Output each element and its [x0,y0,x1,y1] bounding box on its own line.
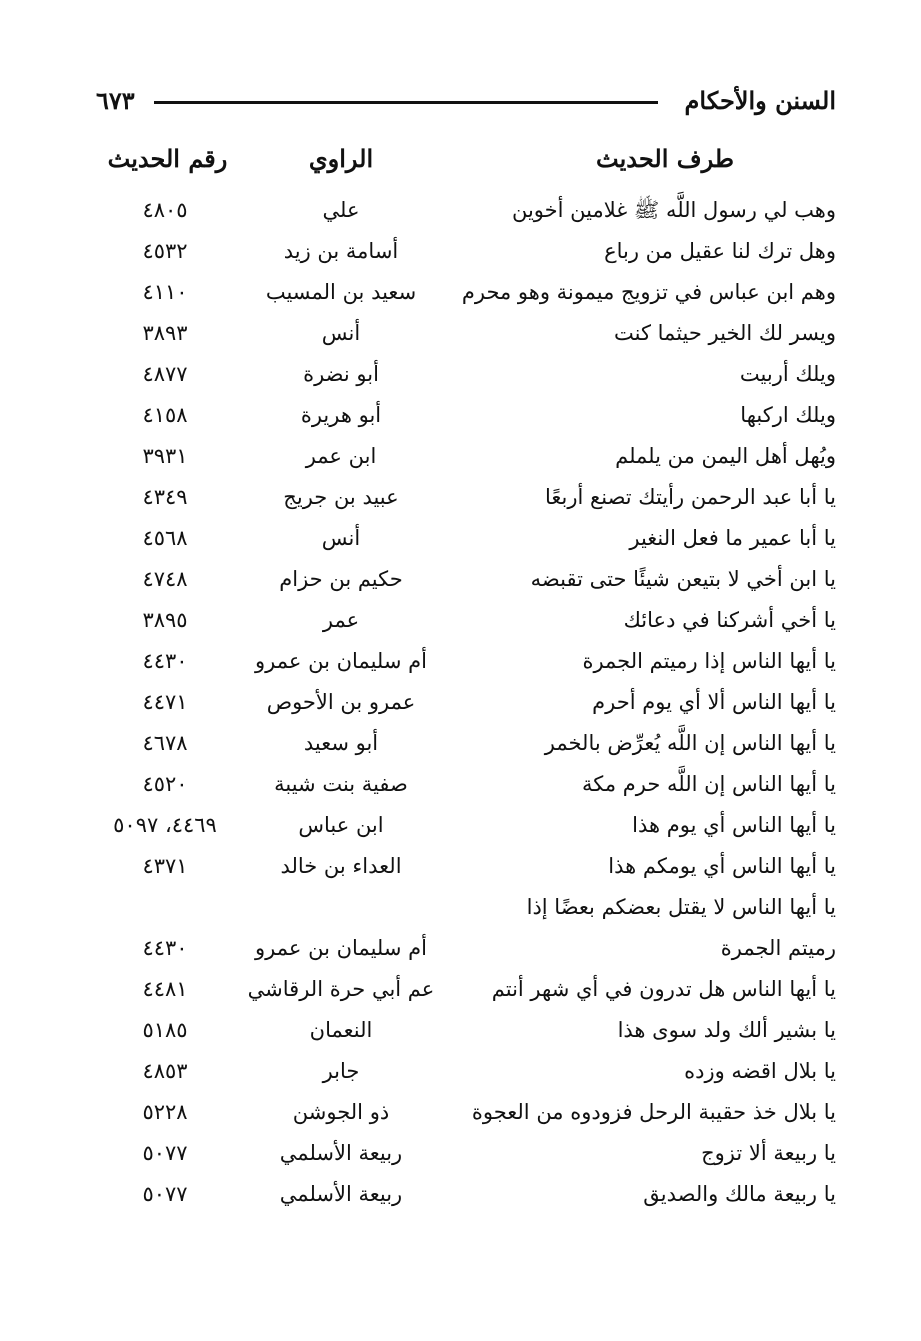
column-header-number: رقم الحديث [107,144,228,173]
table-row [96,518,836,559]
table-row [96,395,836,436]
hadith-text: يا بلال خذ حقيبة الرحل فزودوه من العجوة [471,1100,836,1124]
table-row [96,559,836,600]
table-row [96,1010,836,1051]
table-row [96,436,836,477]
hadith-text: وهل ترك لنا عقيل من رباع [604,239,836,263]
narrator-name: أنس [321,526,361,550]
table-row [96,231,836,272]
hadith-number: ٤٥٣٢ [142,239,188,263]
table-row [96,764,836,805]
hadith-text: وهم ابن عباس في تزويج ميمونة وهو محرم [461,280,836,304]
narrator-name: علي [322,198,360,222]
narrator-name: جابر [322,1059,360,1083]
page-number: ٦٧٣ [96,86,135,115]
hadith-number: ٣٨٩٥ [142,608,188,632]
narrator-name: عمرو بن الأحوص [266,690,416,714]
narrator-name: ابن عباس [298,813,384,837]
table-row [96,354,836,395]
column-header-narrator: الراوي [308,144,374,173]
hadith-number: ٤٤٣٠ [142,936,188,960]
running-header [96,84,836,120]
table-row [96,1092,836,1133]
hadith-text: يا ربيعة مالك والصديق [643,1182,836,1206]
hadith-number: ٥٢٢٨ [142,1100,188,1124]
hadith-text: ويلك اركبها [740,403,836,427]
narrator-name: العداء بن خالد [280,854,402,878]
hadith-index-table [96,190,836,1215]
table-row [96,723,836,764]
hadith-text: يا ابن أخي لا بتيعن شيئًا حتى تقبضه [530,567,836,591]
table-row [96,682,836,723]
hadith-number: ٤٥٢٠ [142,772,188,796]
hadith-text: رميتم الجمرة [720,936,836,960]
table-row [96,1051,836,1092]
narrator-name: حكيم بن حزام [279,567,403,591]
narrator-name: ربيعة الأسلمي [279,1182,403,1206]
table-row [96,190,836,231]
narrator-name: أنس [321,321,361,345]
hadith-text: ويُهل أهل اليمن من يلملم [615,444,836,468]
hadith-number: ٤٤٦٩، ٥٠٩٧ [113,813,217,837]
hadith-number: ٤٣٤٩ [142,485,188,509]
hadith-text: يا أخي أشركنا في دعائك [623,608,836,632]
table-row [96,928,836,969]
hadith-text: يا أيها الناس هل تدرون في أي شهر أنتم [491,977,836,1001]
hadith-text: يا أيها الناس إن اللَّه يُعرِّض بالخمر [544,731,836,755]
hadith-text: يا أبا عبد الرحمن رأيتك تصنع أربعًا [545,485,836,509]
hadith-number: ٤٤٧١ [142,690,188,714]
narrator-name: أبو سعيد [303,731,379,755]
hadith-number: ٤١١٠ [142,280,188,304]
column-header-hadith: طرف الحديث [596,144,734,173]
hadith-number: ٤٣٧١ [142,854,188,878]
hadith-number: ٣٩٣١ [142,444,188,468]
hadith-text: يا أيها الناس أي يوم هذا [632,813,836,837]
hadith-number: ٤٥٦٨ [142,526,188,550]
narrator-name: ابن عمر [305,444,377,468]
hadith-number: ٣٨٩٣ [142,321,188,345]
hadith-text: يا أبا عمير ما فعل النغير [629,526,836,550]
narrator-name: ربيعة الأسلمي [279,1141,403,1165]
hadith-text: يا أيها الناس أي يومكم هذا [608,854,836,878]
book-title: السنن والأحكام [684,86,836,115]
hadith-text: ويسر لك الخير حيثما كنت [614,321,836,345]
narrator-name: سعيد بن المسيب [265,280,417,304]
hadith-number: ٤٨٧٧ [142,362,188,386]
narrator-name: عم أبي حرة الرقاشي [247,977,435,1001]
hadith-text: يا بلال اقضه وزده [684,1059,836,1083]
hadith-text: وهب لي رسول اللَّه ﷺ غلامين أخوين [511,198,836,222]
narrator-name: ذو الجوشن [292,1100,390,1124]
hadith-text: ويلك أربيت [739,362,836,386]
narrator-name: أم سليمان بن عمرو [255,936,427,960]
narrator-name: أبو نضرة [303,362,379,386]
hadith-number: ٥١٨٥ [142,1018,188,1042]
table-row [96,969,836,1010]
hadith-text: يا أيها الناس لا يقتل بعضكم بعضًا إذا [526,895,836,919]
hadith-number: ٤٧٤٨ [142,567,188,591]
hadith-number: ٤٨٥٣ [142,1059,188,1083]
narrator-name: عبيد بن جريج [283,485,399,509]
hadith-number: ٤٤٨١ [142,977,188,1001]
hadith-text: يا أيها الناس إذا رميتم الجمرة [582,649,836,673]
hadith-text: يا أيها الناس إن اللَّه حرم مكة [581,772,836,796]
hadith-text: يا ربيعة ألا تزوج [701,1141,836,1165]
hadith-number: ٤١٥٨ [142,403,188,427]
table-row [96,313,836,354]
hadith-number: ٤٨٠٥ [142,198,188,222]
table-row [96,641,836,682]
hadith-number: ٥٠٧٧ [142,1182,188,1206]
table-row [96,272,836,313]
table-row [96,477,836,518]
narrator-name: عمر [322,608,360,632]
table-row [96,846,836,887]
table-row [96,805,836,846]
table-row [96,1133,836,1174]
narrator-name: صفية بنت شيبة [274,772,408,796]
narrator-name: أبو هريرة [300,403,382,427]
hadith-number: ٥٠٧٧ [142,1141,188,1165]
hadith-number: ٤٦٧٨ [142,731,188,755]
table-row [96,1174,836,1215]
narrator-name: أم سليمان بن عمرو [255,649,427,673]
hadith-text: يا أيها الناس ألا أي يوم أحرم [592,690,836,714]
narrator-name: أسامة بن زيد [283,239,399,263]
table-row [96,600,836,641]
hadith-text: يا بشير ألك ولد سوى هذا [617,1018,836,1042]
narrator-name: النعمان [309,1018,373,1042]
header-rule [154,101,658,104]
table-row [96,887,836,928]
hadith-number: ٤٤٣٠ [142,649,188,673]
